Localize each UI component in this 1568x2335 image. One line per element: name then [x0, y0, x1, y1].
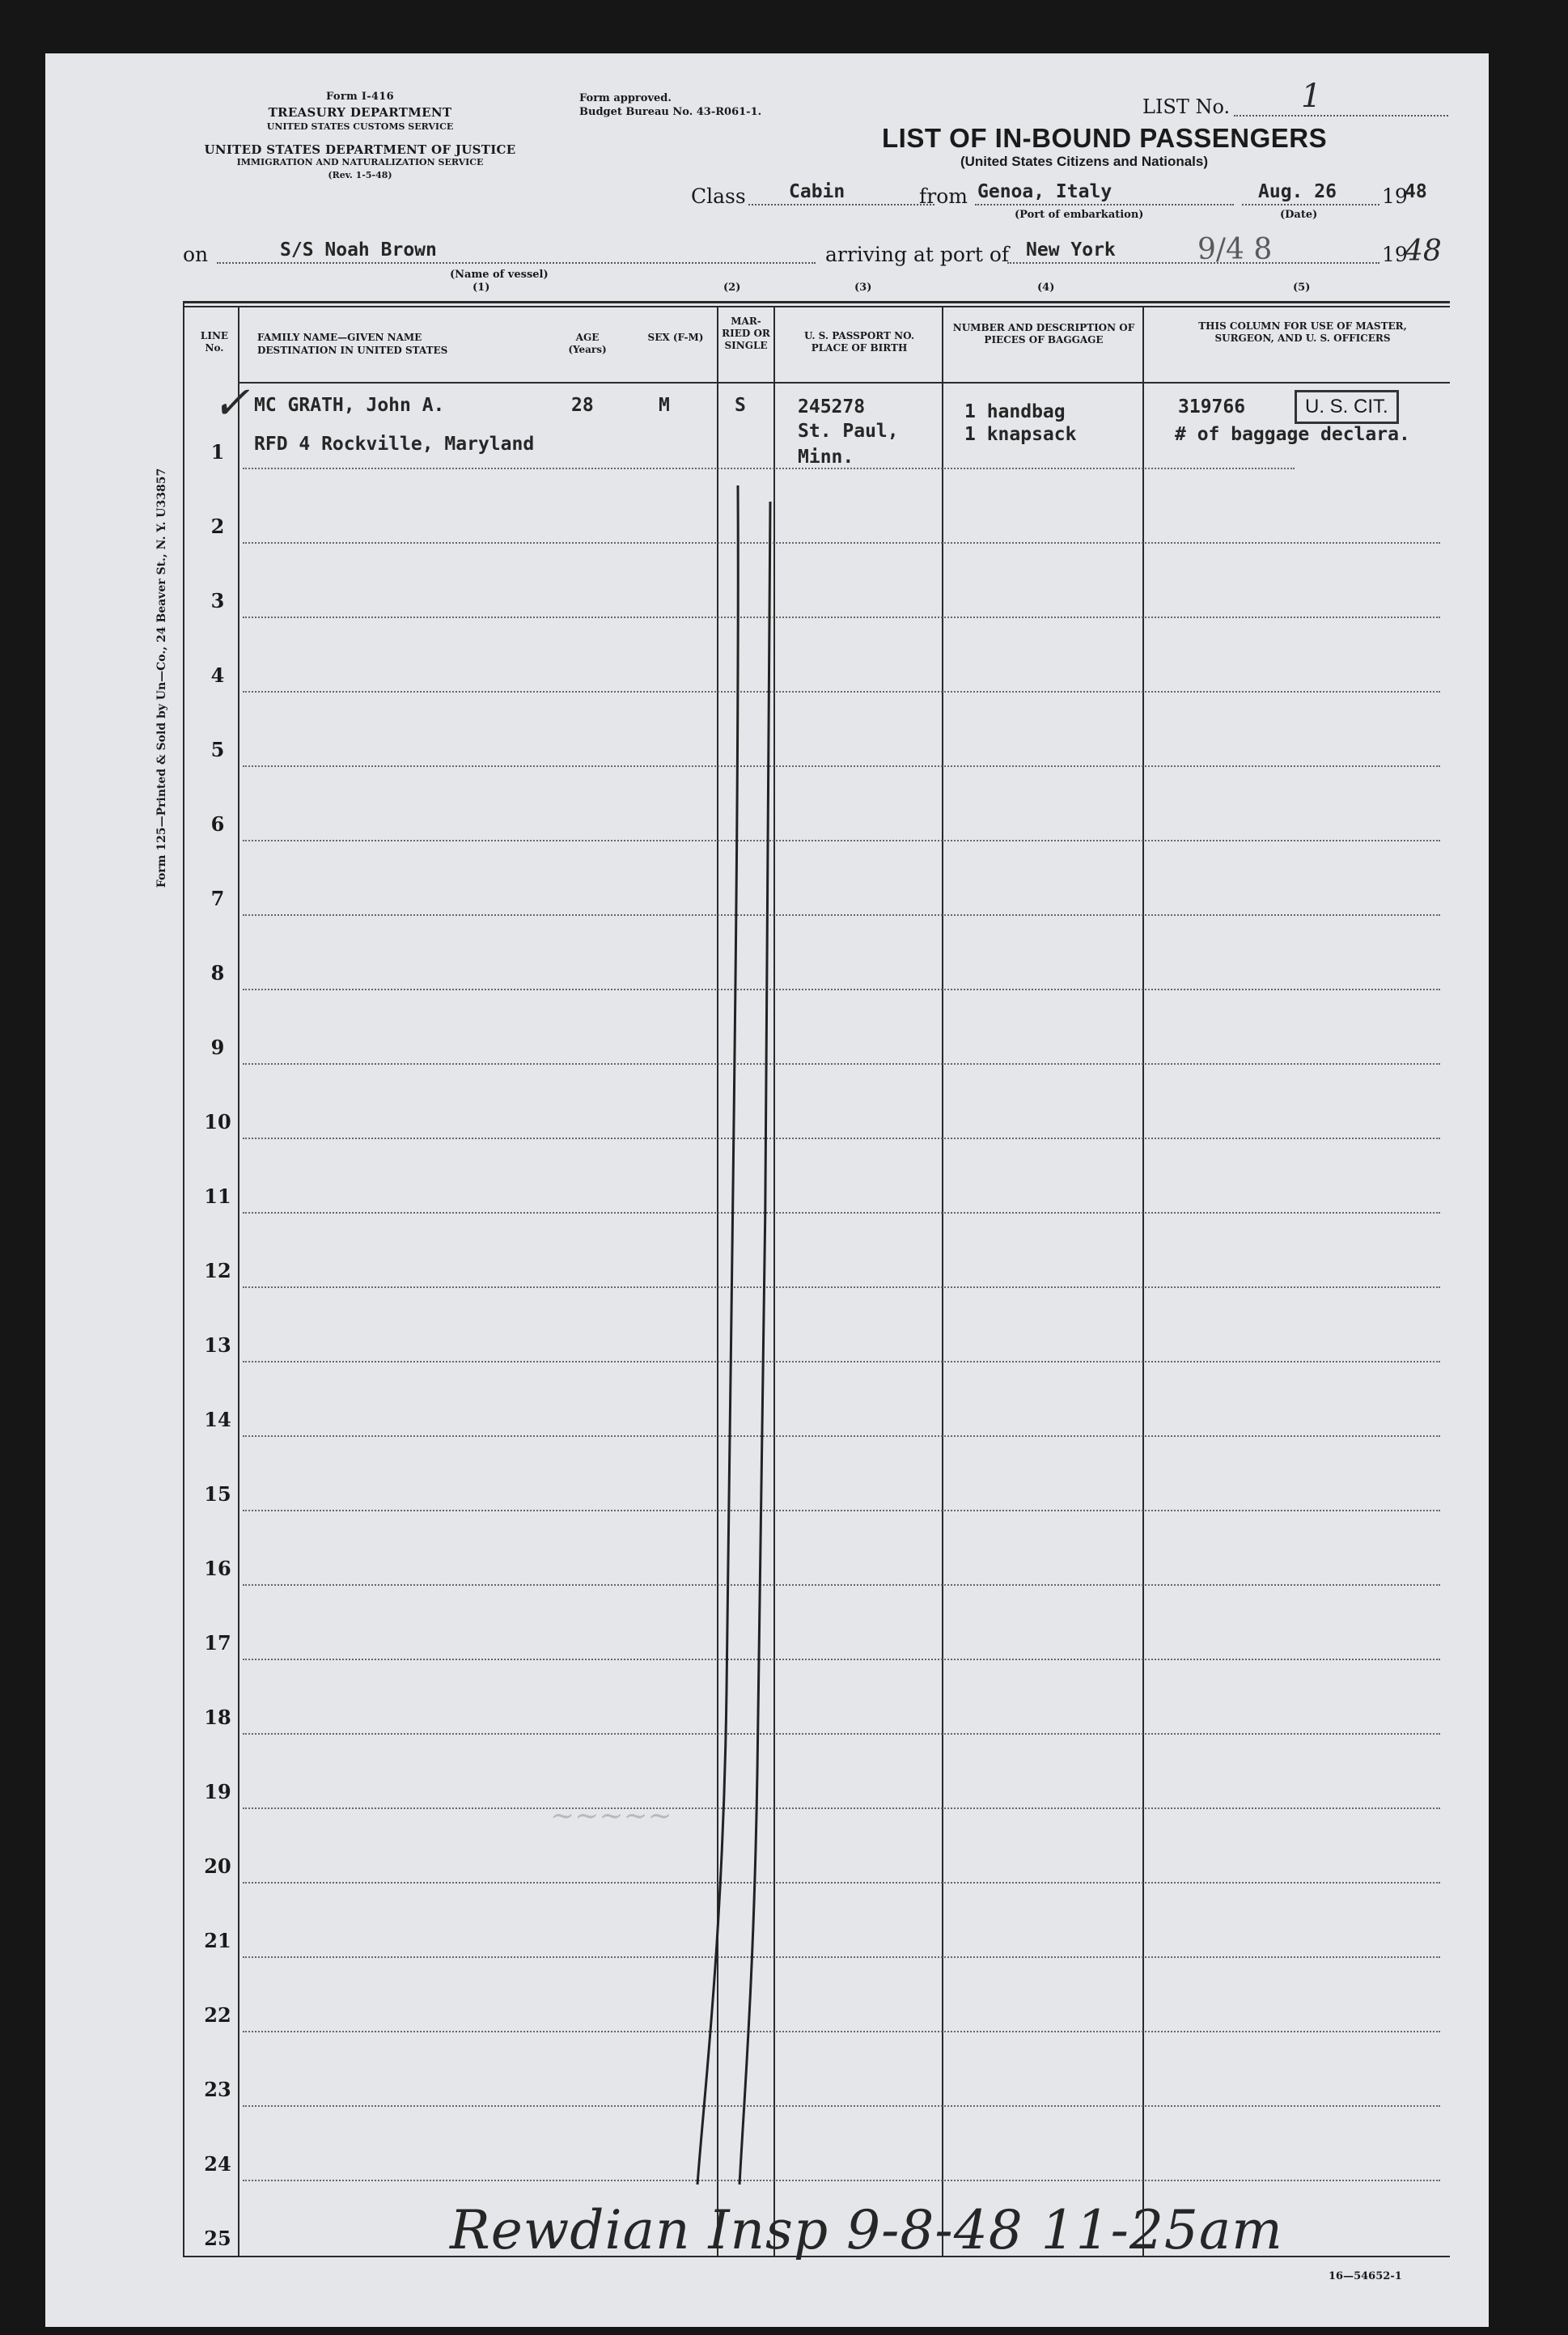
justice-dept: UNITED STATES DEPARTMENT OF JUSTICE: [204, 142, 516, 157]
col-header-destination: DESTINATION IN UNITED STATES: [257, 345, 448, 356]
col-header-baggage: NUMBER AND DESCRIPTION OF PIECES OF BAGGAGE: [952, 322, 1135, 345]
treasury-dept: TREASURY DEPARTMENT: [268, 105, 452, 120]
budget-bureau: Budget Bureau No. 43-R061-1.: [579, 106, 762, 118]
row-rule: [243, 1361, 1440, 1362]
list-no-value: 1: [1301, 78, 1322, 115]
line-number: 1: [210, 440, 225, 464]
row-rule: [243, 542, 1440, 544]
line-number: 18: [204, 1706, 231, 1729]
printer-imprint: Form 125—Printed & Sold by Un—Co., 24 Beaver St., N. Y. U33857: [155, 468, 168, 888]
row-rule: [243, 1212, 1440, 1214]
bleed-through-signature: ∼∼∼∼∼: [550, 1799, 672, 1833]
line-number: 25: [204, 2227, 231, 2250]
row-rule: [243, 765, 1440, 767]
line-number: 5: [210, 738, 225, 761]
row-rule: [243, 1510, 1440, 1511]
arrival-year: 48: [1405, 235, 1442, 268]
line-number: 4: [210, 663, 225, 687]
line-number: 6: [210, 812, 225, 836]
birthplace-line2: Minn.: [798, 447, 854, 468]
row-rule: [243, 1286, 1440, 1288]
table-top-border: [183, 301, 1450, 303]
row-rule: [243, 1659, 1440, 1660]
col-divider-passport: [942, 306, 943, 2257]
vessel-value: S/S Noah Brown: [280, 239, 437, 261]
col-header-sex: SEX (F-M): [647, 332, 704, 343]
row-rule: [243, 989, 1440, 990]
column-number: (1): [473, 282, 490, 294]
baggage-line1: 1 handbag: [964, 401, 1066, 422]
revision-date: (Rev. 1-5-48): [328, 170, 392, 180]
col-divider-line: [238, 306, 239, 2257]
column-number: (5): [1293, 282, 1311, 294]
arrival-date: 9/4 8: [1197, 233, 1273, 266]
col-header-age: AGE (Years): [568, 332, 607, 355]
line-number: 11: [204, 1184, 231, 1208]
officer-note: # of baggage declara.: [1175, 424, 1410, 445]
customs-service: UNITED STATES CUSTOMS SERVICE: [266, 121, 454, 132]
port-dots: [1007, 262, 1379, 264]
vessel-caption: (Name of vessel): [450, 269, 549, 281]
passenger-sex: M: [659, 395, 670, 416]
arrival-port: New York: [1026, 239, 1116, 261]
col-header-name: FAMILY NAME—GIVEN NAME: [257, 332, 422, 343]
row-rule: [243, 1882, 1440, 1884]
form-number: Form I-416: [326, 91, 394, 103]
col-divider-baggage: [1142, 306, 1144, 2257]
from-label: from: [919, 184, 968, 208]
line-number: 13: [204, 1333, 231, 1357]
date-dots: [1242, 204, 1379, 206]
on-label: on: [183, 243, 209, 266]
col-header-married: MAR-RIED OR SINGLE: [722, 316, 770, 351]
passenger-age: 28: [571, 395, 594, 416]
line-number: 19: [204, 1780, 231, 1803]
us-citizen-stamp: U. S. CIT.: [1295, 390, 1399, 424]
line-number: 9: [210, 1036, 225, 1059]
row-rule: [243, 1956, 1440, 1958]
row-rule: [243, 691, 1440, 693]
row-rule: [243, 468, 1295, 469]
passenger-marital: S: [735, 395, 746, 416]
form-approved: Form approved.: [579, 92, 672, 104]
table-left-border: [183, 301, 184, 2257]
line-number: 21: [204, 1929, 231, 1952]
col-header-passport: U. S. PASSPORT NO. PLACE OF BIRTH: [803, 330, 915, 354]
line-number: 20: [204, 1854, 231, 1878]
column-number: (2): [723, 282, 741, 294]
row-rule: [243, 1138, 1440, 1139]
inspector-signature: Rewdian Insp 9-8-48 11-25am: [450, 2199, 1283, 2261]
row-rule: [243, 1807, 1440, 1809]
year-value: 48: [1405, 181, 1427, 202]
line-number: 10: [204, 1110, 231, 1134]
row-rule: [243, 1435, 1440, 1437]
date-caption: (Date): [1280, 209, 1318, 221]
col-header-line-no: LINE No.: [200, 330, 229, 354]
passenger-destination: RFD 4 Rockville, Maryland: [254, 434, 535, 455]
from-dots: [975, 204, 1234, 206]
class-value: Cabin: [789, 181, 845, 202]
list-no-label: LIST No.: [1142, 95, 1231, 118]
immigration-service: IMMIGRATION AND NATURALIZATION SERVICE: [236, 157, 484, 167]
row-rule: [243, 617, 1440, 618]
birthplace-line1: St. Paul,: [798, 421, 899, 442]
ditto-strokes: [680, 477, 793, 2201]
line-number: 23: [204, 2078, 231, 2101]
row-rule: [243, 2105, 1440, 2107]
arriving-label: arriving at port of: [825, 243, 1010, 266]
form-title: LIST OF IN-BOUND PASSENGERS: [882, 123, 1328, 153]
port-embark-caption: (Port of embarkation): [1015, 209, 1144, 221]
row-rule: [243, 1584, 1440, 1586]
row-rule: [243, 840, 1440, 841]
list-no-dots: [1234, 115, 1448, 117]
line-number: 14: [204, 1408, 231, 1431]
row-rule: [243, 914, 1440, 916]
line-number: 22: [204, 2003, 231, 2027]
passenger-name: MC GRATH, John A.: [254, 395, 445, 416]
line-number: 15: [204, 1482, 231, 1506]
officer-number: 319766: [1178, 396, 1246, 417]
line-number: 24: [204, 2152, 231, 2176]
date-value: Aug. 26: [1258, 181, 1337, 202]
col-header-officers: THIS COLUMN FOR USE OF MASTER, SURGEON, AND U. S. OFFICERS: [1198, 320, 1407, 344]
line-number: 2: [210, 515, 225, 538]
class-dots: [748, 204, 934, 206]
row-rule: [243, 1063, 1440, 1065]
check-mark: ✓: [212, 377, 250, 430]
line-number: 12: [204, 1259, 231, 1282]
arrival-year-printed: 19: [1382, 243, 1408, 266]
table-top-border-2: [183, 306, 1450, 307]
vessel-dots: [217, 262, 816, 264]
year-printed: 19: [1382, 184, 1408, 208]
form-subtitle: (United States Citizens and Nationals): [960, 154, 1209, 169]
line-number: 7: [210, 887, 225, 910]
header-bottom-rule: [239, 382, 1450, 384]
line-number: 17: [204, 1631, 231, 1655]
row-rule: [243, 1733, 1440, 1735]
baggage-line2: 1 knapsack: [964, 424, 1077, 445]
class-label: Class: [691, 184, 746, 208]
line-number: 8: [210, 961, 225, 985]
passport-number: 245278: [798, 396, 866, 417]
row-rule: [243, 2031, 1440, 2032]
column-number: (3): [854, 282, 872, 294]
line-number: 3: [210, 589, 225, 612]
line-number: 16: [204, 1557, 231, 1580]
footer-code: 16—54652-1: [1329, 2270, 1402, 2282]
column-number: (4): [1037, 282, 1055, 294]
from-value: Genoa, Italy: [977, 181, 1112, 202]
row-rule: [243, 2180, 1440, 2181]
